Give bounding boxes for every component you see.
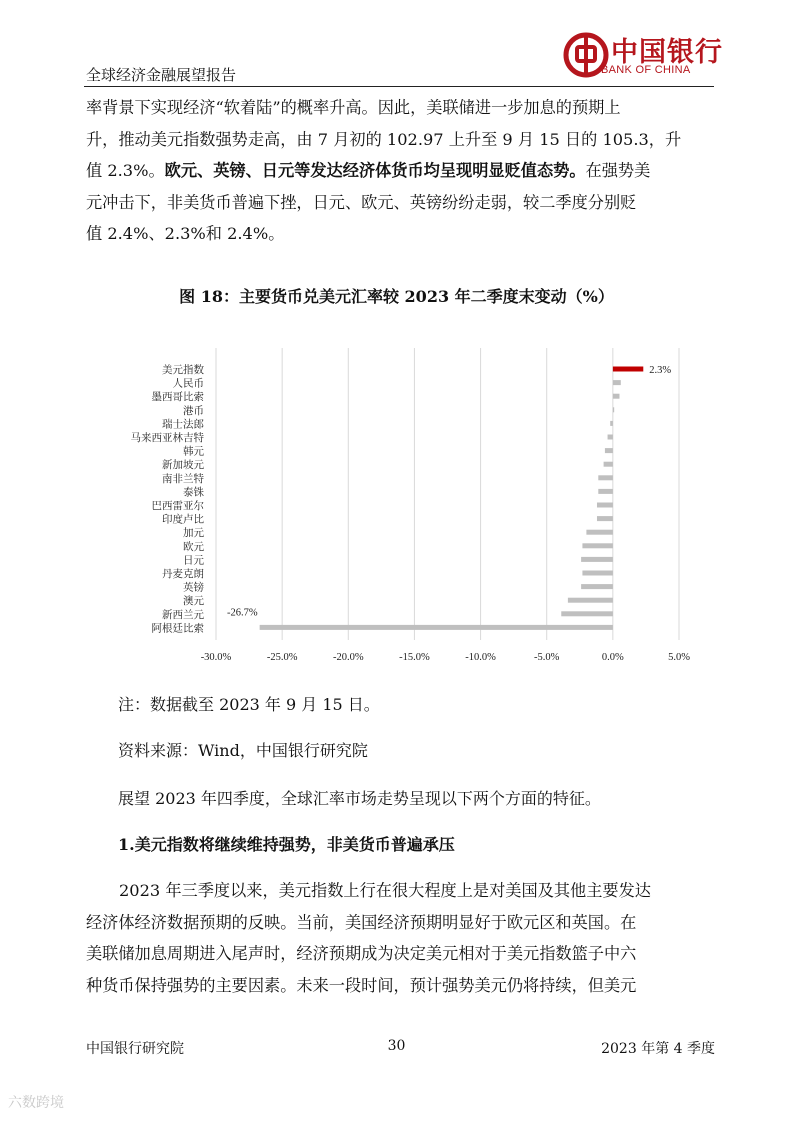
exchange-rate-bar-chart bbox=[98, 330, 698, 670]
x-tick-label: 5.0% bbox=[668, 652, 690, 663]
category-label: 美元指数 bbox=[162, 364, 204, 376]
category-label: 阿根廷比索 bbox=[151, 622, 204, 635]
paragraph-1-line-4: 元冲击下，非美货币普遍下挫，日元、欧元、英镑纷纷走弱，较二季度分别贬 bbox=[86, 192, 637, 212]
x-tick-label: -10.0% bbox=[465, 652, 496, 663]
category-label: 丹麦克朗 bbox=[162, 568, 204, 580]
figure-title: 图 18：主要货币兑美元汇率较 2023 年二季度末变动（%） bbox=[179, 287, 614, 306]
category-label: 加元 bbox=[183, 527, 204, 540]
text-span: 在强势美 bbox=[585, 161, 651, 180]
paragraph-2-line-3: 美联储加息周期进入尾声时，经济预期成为决定美元相对于美元指数篮子中六 bbox=[86, 944, 637, 963]
bar bbox=[613, 394, 620, 399]
bank-logo bbox=[563, 30, 723, 82]
data-label: -26.7% bbox=[227, 607, 258, 619]
chart-note: 注：数据截至 2023 年 9 月 15 日。 bbox=[118, 695, 380, 714]
header-divider bbox=[84, 86, 714, 87]
paragraph-1-line-3 bbox=[86, 155, 714, 187]
category-label: 日元 bbox=[183, 554, 204, 567]
category-label: 澳元 bbox=[183, 595, 204, 608]
paragraph-1-line-1: 率背景下实现经济“软着陆”的概率升高。因此，美联储进一步加息的预期上 bbox=[86, 98, 621, 117]
page-number: 30 bbox=[387, 1038, 406, 1054]
bar bbox=[613, 407, 614, 412]
category-label: 马来西亚林吉特 bbox=[130, 432, 204, 444]
paragraph-2-line-1: 2023 年三季度以来，美元指数上行在很大程度上是对美国及其他主要发达 bbox=[119, 881, 651, 900]
x-tick-label: -15.0% bbox=[399, 652, 430, 663]
bar bbox=[613, 367, 643, 372]
chart-source: 资料来源：Wind，中国银行研究院 bbox=[118, 741, 368, 760]
x-tick-label: 0.0% bbox=[601, 652, 624, 663]
bar bbox=[581, 557, 613, 562]
text-span: 值 2.3%。 bbox=[86, 161, 165, 180]
bar bbox=[613, 380, 621, 385]
section-heading: 1.美元指数将继续维持强势，非美货币普遍承压 bbox=[118, 835, 455, 854]
report-title: 全球经济金融展望报告 bbox=[86, 66, 237, 84]
bar bbox=[582, 543, 612, 548]
category-label: 英镑 bbox=[183, 581, 204, 594]
category-label: 韩元 bbox=[183, 445, 204, 458]
category-label: 墨西哥比索 bbox=[151, 391, 204, 404]
paragraph-2-line-2: 经济体经济数据预期的反映。当前，美国经济预期明显好于欧元区和英国。在 bbox=[86, 912, 637, 932]
bar bbox=[581, 584, 613, 589]
category-label: 新加坡元 bbox=[162, 459, 204, 472]
category-label: 泰铢 bbox=[183, 486, 204, 499]
bar bbox=[597, 503, 613, 508]
bold-highlight: 欧元、英镑、日元等发达经济体货币均呈现明显贬值态势。 bbox=[164, 161, 586, 180]
bar bbox=[260, 625, 613, 630]
x-tick-label: -20.0% bbox=[332, 652, 364, 663]
logo-text-en: BANK OF CHINA bbox=[601, 64, 691, 76]
category-label: 新西兰元 bbox=[162, 608, 204, 621]
category-label: 南非兰特 bbox=[162, 472, 204, 485]
category-label: 印度卢比 bbox=[162, 513, 204, 526]
bar bbox=[561, 611, 613, 616]
category-label: 港币 bbox=[183, 404, 204, 417]
paragraph-2 bbox=[86, 875, 714, 1001]
bar bbox=[582, 571, 612, 576]
footer-period: 2023 年第 4 季度 bbox=[601, 1041, 715, 1057]
bar bbox=[598, 475, 613, 480]
bar bbox=[597, 516, 613, 521]
watermark: 六数跨境 bbox=[8, 1095, 64, 1111]
outlook-sentence: 展望 2023 年四季度，全球汇率市场走势呈现以下两个方面的特征。 bbox=[118, 789, 601, 808]
bar bbox=[605, 448, 613, 453]
paragraph-1 bbox=[86, 92, 714, 250]
category-label: 巴西雷亚尔 bbox=[151, 500, 204, 512]
footer-org: 中国银行研究院 bbox=[86, 1041, 184, 1057]
bar bbox=[610, 421, 613, 426]
category-label: 人民币 bbox=[172, 377, 204, 390]
paragraph-1-line-2: 升，推动美元指数强势走高，由 7 月初的 102.97 上升至 9 月 15 日的 105.3，升 bbox=[86, 129, 682, 149]
data-label: 2.3% bbox=[649, 365, 672, 376]
bar bbox=[604, 462, 613, 467]
paragraph-1-line-5: 值 2.4%、2.3%和 2.4%。 bbox=[86, 224, 285, 243]
x-tick-label: -5.0% bbox=[534, 652, 560, 663]
bar bbox=[598, 489, 613, 494]
bar bbox=[608, 435, 613, 440]
category-label: 瑞士法郎 bbox=[162, 418, 204, 431]
paragraph-2-line-4: 种货币保持强势的主要因素。未来一段时间，预计强势美元仍将持续，但美元 bbox=[86, 975, 637, 995]
logo-text-cn: 中国银行 bbox=[611, 37, 723, 68]
x-tick-label: -25.0% bbox=[266, 652, 298, 663]
x-tick-label: -30.0% bbox=[200, 652, 232, 663]
bar bbox=[586, 530, 612, 535]
category-label: 欧元 bbox=[183, 540, 204, 553]
bar bbox=[568, 598, 613, 603]
